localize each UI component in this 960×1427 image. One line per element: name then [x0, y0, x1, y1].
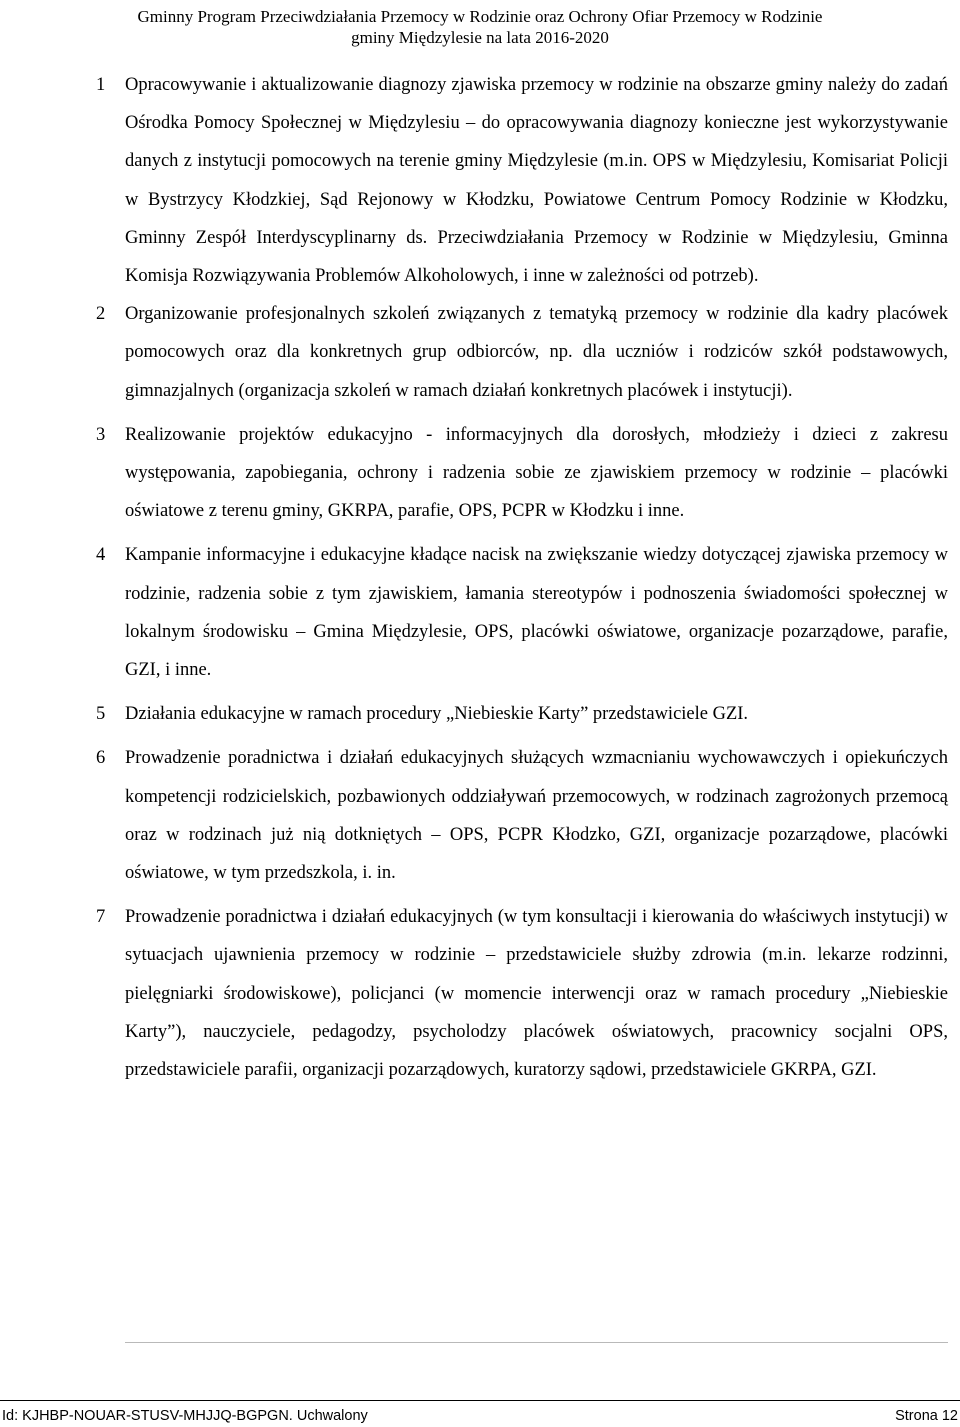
list-item-text: Prowadzenie poradnictwa i działań edukacyjnych (w tym konsultacji i kierowania do właściwych instytucji) w sytuacjach ujawnienia przemocy w rodzinie – przedstawiciele służby zdrowia (m.in. lekarze rodzinni, pielęgniarki środowiskowe), policjanci (w momencie interwencji oraz w ramach procedury „Niebieskie Karty”), nauczyciele, pedagodzy, psycholodzy placówek oświatowych, pracownicy socjalni OPS, przedstawiciele parafii, organizacji pozarządowych, kuratorzy sądowi, przedstawiciele GKRPA, GZI. [125, 907, 948, 1081]
list-item-number: 6 [96, 748, 106, 769]
list-item [0, 536, 960, 689]
header-program-subtitle: gminy Międzylesie na lata 2016-2020 [351, 28, 609, 47]
page-header [0, 6, 960, 48]
list-item-text: Kampanie informacyjne i edukacyjne kładące nacisk na zwiększanie wiedzy dotyczącej zjawiska przemocy w rodzinie, radzenia sobie z tym zjawiskiem, łamania stereotypów i podnoszenia świadomości społecznej w lokalnym środowisku – Gmina Międzylesie, OPS, placówki oświatowe, organizacje pozarządowe, parafie, GZI, i inne. [125, 545, 948, 681]
list-item-number: 5 [96, 704, 106, 725]
list-item-number: 2 [96, 304, 106, 325]
task-list [0, 66, 960, 1089]
list-item [0, 898, 960, 1089]
list-item-number: 4 [96, 545, 106, 566]
page-number: Strona 12 [895, 1408, 958, 1424]
list-item-number: 1 [96, 75, 106, 95]
list-item-text: Działania edukacyjne w ramach procedury „Niebieskie Karty” przedstawiciele GZI. [125, 704, 749, 725]
document-id: Id: KJHBP-NOUAR-STUSV-MHJJQ-BGPGN. Uchwalony [2, 1408, 368, 1424]
list-item [0, 66, 960, 295]
header-program-title: Gminny Program Przeciwdziałania Przemocy w Rodzinie oraz Ochrony Ofiar Przemocy w Rodzinie [137, 7, 823, 26]
list-item-number: 7 [96, 907, 106, 928]
list-item [0, 295, 960, 410]
list-item [0, 416, 960, 531]
list-item-text: Organizowanie profesjonalnych szkoleń związanych z tematyką przemocy w rodzinie dla kadry placówek pomocowych oraz dla konkretnych grup odbiorców, np. dla uczniów i rodziców szkół podstawowych, gimnazjalnych (organizacja szkoleń w ramach działań konkretnych placówek i instytucji). [125, 304, 948, 401]
list-item [0, 695, 960, 733]
list-item-number: 3 [96, 424, 106, 445]
list-item [0, 739, 960, 892]
page-footer [0, 1400, 960, 1424]
footer-divider [125, 1342, 948, 1343]
list-item-text: Realizowanie projektów edukacyjno - informacyjnych dla dorosłych, młodzieży i dzieci z zakresu występowania, zapobiegania, ochrony i radzenia sobie ze zjawiskiem przemocy w rodzinie – placówki oświatowe z terenu gminy, GKRPA, parafie, OPS, PCPR w Kłodzku i inne. [125, 424, 948, 522]
list-item-text: Prowadzenie poradnictwa i działań edukacyjnych służących wzmacnianiu wychowawczych i opiekuńczych kompetencji rodzicielskich, pozbawionych oddziaływań przemocowych, w rodzinach zagrożonych przemocą oraz w rodzinach już nią dotkniętych – OPS, PCPR Kłodzko, GZI, organizacje pozarządowe, placówki oświatowe, w tym przedszkola, i. in. [125, 748, 948, 884]
list-item-text: Opracowywanie i aktualizowanie diagnozy zjawiska przemocy w rodzinie na obszarze gminy należy do zadań Ośrodka Pomocy Społecznej w Międzylesiu – do opracowywania diagnozy konieczne jest wykorzystywanie danych z instytucji pomocowych na terenie gminy Międzylesie (m.in. OPS w Międzylesiu, Komisariat Policji w Bystrzycy Kłodzkiej, Sąd Rejonowy w Kłodzku, Powiatowe Centrum Pomocy Rodzinie w Kłodzku, Gminny Zespół Interdyscyplinarny ds. Przeciwdziałania Przemocy w Rodzinie w Międzylesiu, Gminna Komisja Rozwiązywania Problemów Alkoholowych, i inne w zależności od potrzeb). [125, 75, 948, 287]
